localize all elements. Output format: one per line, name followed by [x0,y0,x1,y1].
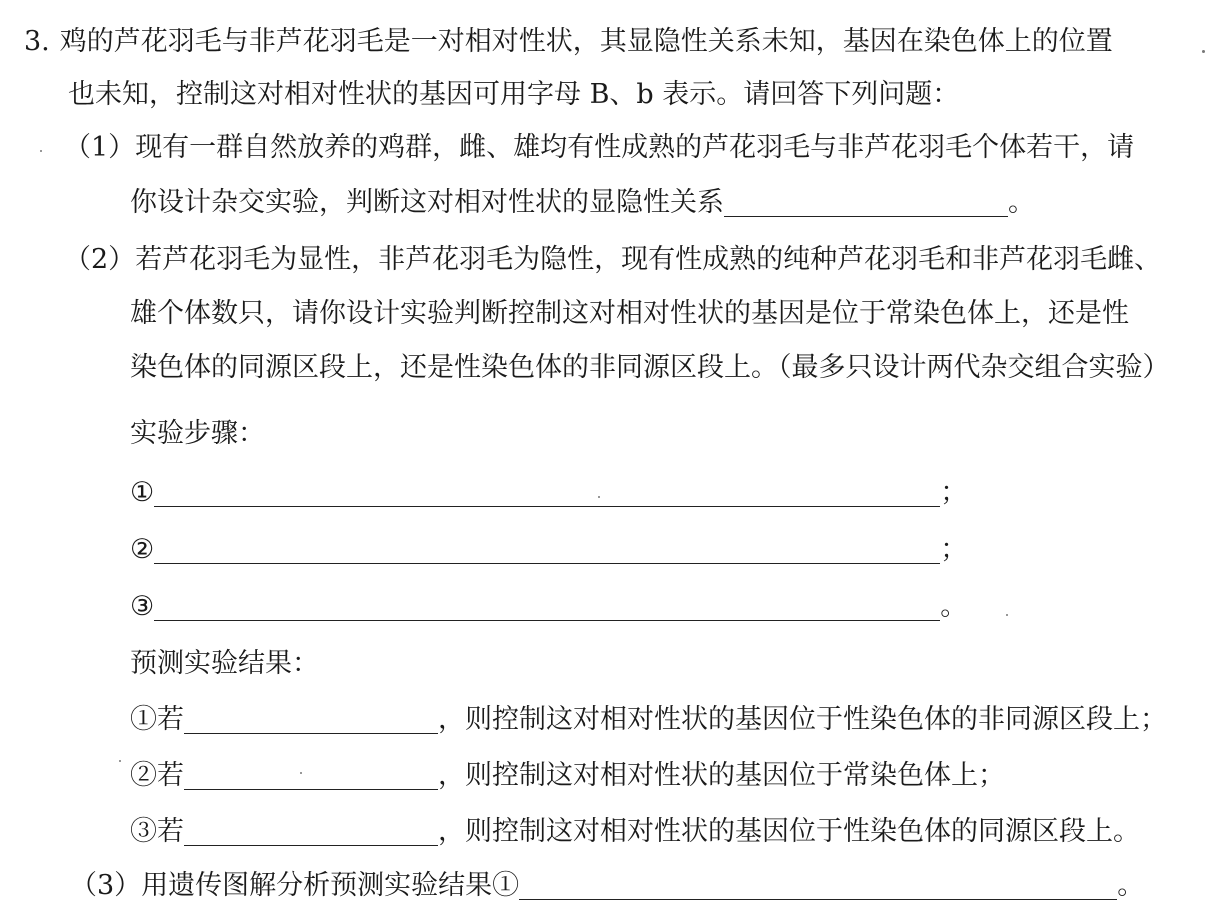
scan-speck [119,760,121,762]
step-1-marker: ① [130,477,155,508]
part1-text-2: 你设计杂交实验，判断这对相对性状的显隐性关系 [130,187,724,218]
step-2-end: ； [940,534,968,565]
step-2-marker: ② [130,534,155,565]
part2-text-3: 染色体的同源区段上，还是性染色体的非同源区段上。（最多只设计两代杂交组合实验） [130,352,1170,383]
part2-text-1: 若芦花羽毛为显性，非芦花羽毛为隐性，现有性成熟的纯种芦花羽毛和非芦花羽毛雌、 [135,244,1162,275]
part1-label: （1） [64,132,136,163]
step-1-answer-blank[interactable] [154,476,940,507]
part2-line-1 [64,240,1161,280]
part3-label: （3） [70,870,142,901]
step-1-end: ； [940,477,968,508]
part3-answer-blank[interactable] [519,869,1117,900]
step-1 [130,473,967,513]
steps-heading [130,414,265,454]
scan-speck [1006,614,1008,616]
result-2 [130,756,1005,796]
result-3-answer-blank[interactable] [184,815,438,846]
step-2-answer-blank[interactable] [154,533,940,564]
step-3-end: 。 [940,591,968,622]
part1-answer-blank[interactable] [724,186,1008,217]
results-heading [130,644,319,684]
step-3-answer-blank[interactable] [154,590,940,621]
scan-speck [1202,50,1205,53]
part1-end: 。 [1008,187,1035,218]
part3-end: 。 [1117,870,1145,901]
step-3 [130,587,967,627]
result-2-text: ，则控制这对相对性状的基因位于常染色体上； [438,760,1005,791]
question-stem-line-1 [24,22,1113,62]
part2-line-3 [130,348,1170,388]
step-2 [130,530,967,570]
part2-text-2: 雄个体数只，请你设计实验判断控制这对相对性状的基因是位于常染色体上，还是性 [130,298,1129,329]
result-3-text: ，则控制这对相对性状的基因位于性染色体的同源区段上。 [438,816,1140,847]
part3-line [70,866,1144,906]
results-heading-text: 预测实验结果： [130,648,319,679]
scan-speck [40,150,42,152]
question-stem-line-2 [68,75,959,115]
result-1 [130,700,1167,740]
step-3-marker: ③ [130,591,155,622]
result-2-prefix: ②若 [130,760,184,791]
result-3-prefix: ③若 [130,816,184,847]
stem-text-2: 也未知，控制这对相对性状的基因可用字母 B、b 表示。请回答下列问题： [68,79,960,110]
scan-speck [598,496,600,498]
result-1-text: ，则控制这对相对性状的基因位于性染色体的非同源区段上； [438,704,1167,735]
steps-heading-text: 实验步骤： [130,418,265,449]
result-1-prefix: ①若 [130,704,184,735]
part2-line-2 [130,294,1129,334]
question-number: 3. [24,26,50,57]
scan-speck [300,772,302,774]
part1-line-1 [64,128,1134,168]
part1-line-2 [130,183,1035,223]
part1-text-1: 现有一群自然放养的鸡群，雌、雄均有性成熟的芦花羽毛与非芦花羽毛个体若干，请 [135,132,1135,163]
result-2-answer-blank[interactable] [184,759,438,790]
part3-text: 用遗传图解分析预测实验结果① [141,870,520,901]
part2-label: （2） [64,244,136,275]
result-1-answer-blank[interactable] [184,703,438,734]
result-3 [130,812,1140,852]
stem-text-1: 鸡的芦花羽毛与非芦花羽毛是一对相对性状，其显隐性关系未知，基因在染色体上的位置 [59,26,1113,57]
